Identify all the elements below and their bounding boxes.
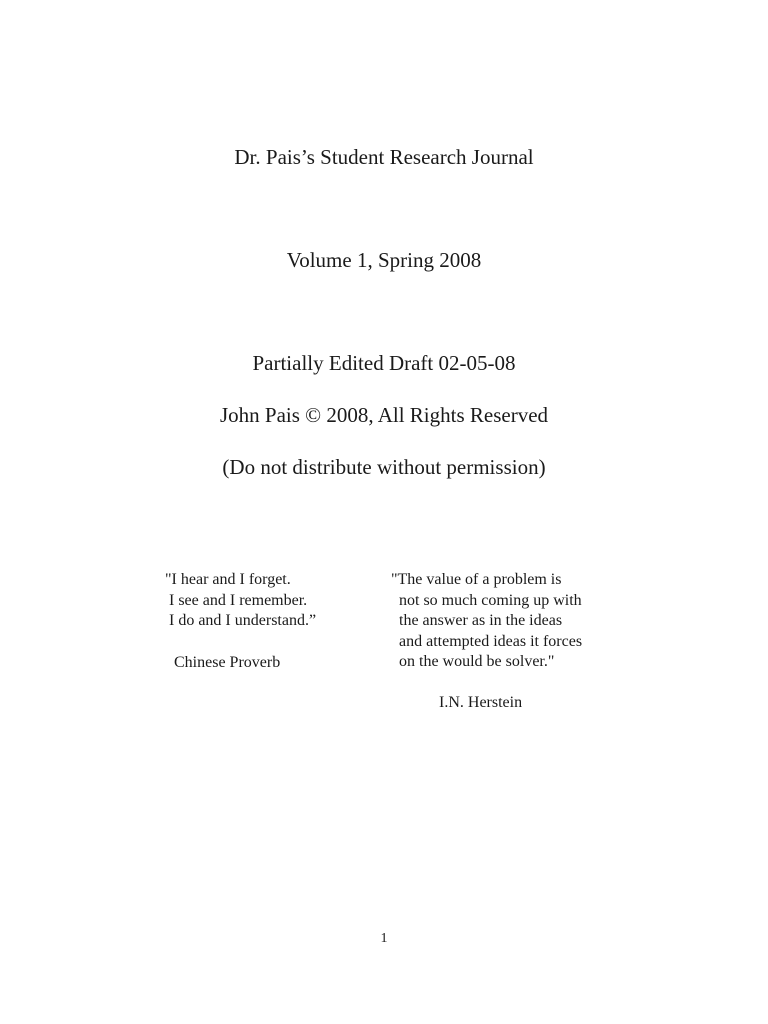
distribution-notice: (Do not distribute without permission) bbox=[222, 455, 546, 479]
copyright-line: John Pais © 2008, All Rights Reserved bbox=[219, 403, 549, 427]
draft-line: Partially Edited Draft 02-05-08 bbox=[252, 351, 516, 375]
journal-title: Dr. Pais’s Student Research Journal bbox=[234, 145, 534, 169]
chinese-proverb-quote: "I hear and I forget. I see and I remember. I do and I understand.” bbox=[165, 571, 317, 630]
volume-line: Volume 1, Spring 2008 bbox=[286, 248, 482, 272]
herstein-quote: "The value of a problem is not so much coming up with the answer as in the ideas and attempted ideas it forces on the would be solver." bbox=[391, 571, 583, 671]
chinese-proverb-attribution: Chinese Proverb bbox=[174, 654, 281, 671]
page-number: 1 bbox=[380, 931, 388, 946]
herstein-attribution: I.N. Herstein bbox=[439, 694, 523, 711]
